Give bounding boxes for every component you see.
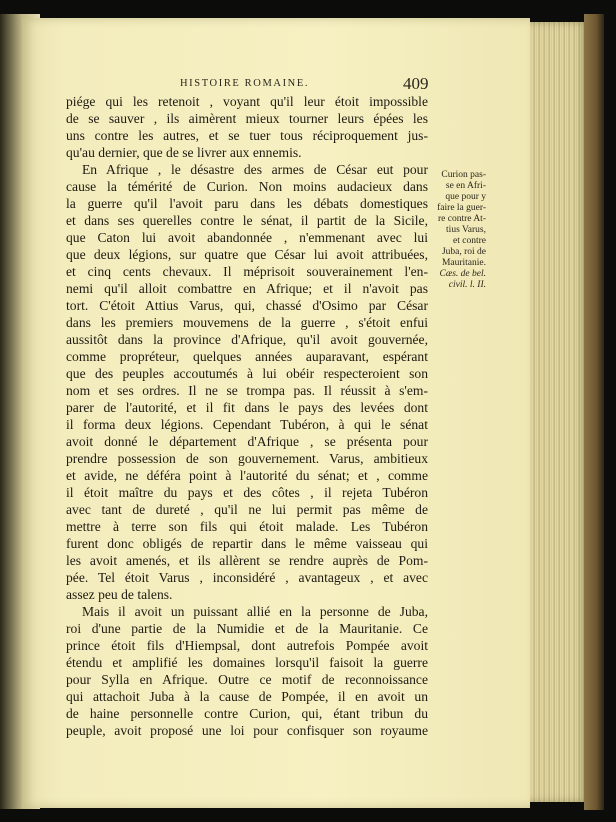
text-line: assez peu de talens.	[66, 587, 173, 602]
text-line: furent donc obligés de repartir dans le même vaisseau qui	[66, 536, 428, 551]
text-line: aussitôt dans la province d'Afrique, qu'il avoit gouvernée,	[66, 332, 428, 347]
marginal-line: que pour y	[445, 192, 486, 202]
text-line: avec tant de dureté , qu'il ne lui permit pas même de	[66, 502, 428, 517]
text-line: parer de l'autorité, et il fit dans le pays des levées dont	[66, 400, 428, 415]
text-line: En Afrique , le désastre des armes de César eut pour	[82, 162, 428, 177]
text-line: qu'au dernier, que de se livrer aux ennemis.	[66, 145, 302, 160]
text-line: il étoit maître du pays et des côtes , il rejeta Tubéron	[66, 485, 428, 500]
page-number: 409	[403, 74, 429, 93]
paragraph-3	[66, 603, 428, 739]
marginal-line: Curion pas-	[441, 170, 486, 180]
text-line: prince étoit fils d'Hiempsal, dont autrefois Pompée avoit	[66, 638, 428, 653]
text-line: de haine personnelle contre Curion, qui, étant tribun du	[66, 706, 428, 721]
text-line: la guerre qu'il l'avoit paru dans les débats domestiques	[66, 196, 428, 211]
text-line: dans les premiers mouvemens de la guerre , s'étoit enfui	[66, 315, 428, 330]
text-line: tort. C'étoit Attius Varus, qui, chassé d'Osimo par César	[66, 298, 428, 313]
body-text	[66, 93, 428, 739]
page-stack-edge	[526, 22, 586, 802]
text-line: roi d'une partie de la Numidie et de la Mauritanie. Ce	[66, 621, 428, 636]
text-line: avoit donné le département d'Afrique , se présenta pour	[66, 434, 428, 449]
text-line: comme propréteur, quelques années auparavant, espérant	[66, 349, 428, 364]
text-line: qui attachoit Juba à la cause de Pompée, il en avoit un	[66, 689, 428, 704]
marginal-note	[430, 170, 486, 291]
text-line: uns contre les autres, et se tuer tous réciproquement jus-	[66, 128, 428, 143]
text-line: Mais il avoit un puissant allié en la personne de Juba,	[82, 604, 428, 619]
text-line: de se sauver , ils aimèrent mieux tourner leurs épées les	[66, 111, 428, 126]
marginal-line: tius Varus,	[446, 225, 486, 235]
text-line: et dans ses querelles contre le sénat, il partit de la Sicile,	[66, 213, 428, 228]
text-line: piége qui les retenoit , voyant qu'il leur étoit impossible	[66, 94, 428, 109]
marginal-line: faire la guer-	[437, 203, 486, 213]
paragraph-1	[66, 93, 428, 161]
text-line: cause la témérité de Curion. Non moins audacieux dans	[66, 179, 428, 194]
text-line: que des peuples accoutumés à lui obéir respecteroient son	[66, 366, 428, 381]
text-line: nemi qu'il alloit combattre en Afrique; et il n'avoit pas	[66, 281, 428, 296]
marginal-citation: Cæs. de bel.	[439, 269, 486, 279]
running-head: HISTOIRE ROMAINE.	[180, 78, 310, 89]
text-line: nom et ses ordres. Il ne se trompa pas. Il réussit à s'em-	[66, 383, 428, 398]
marginal-citation: civil. l. II.	[448, 280, 486, 290]
text-line: pour Sylla en Afrique. Outre ce motif de reconnoissance	[66, 672, 428, 687]
text-line: les avoit amenés, et ils allèrent se rendre auprès de Pom-	[66, 553, 428, 568]
text-line: que deux légions, sur quatre que César lui avoit attribuées,	[66, 247, 428, 262]
marginal-line: re contre At-	[437, 214, 486, 224]
book-cover-edge	[584, 14, 604, 810]
marginal-line: Mauritanie.	[441, 258, 486, 268]
text-line: et cinq cents chevaux. Il méprisoit souverainement l'en-	[66, 264, 428, 279]
text-line: prendre possession de son gouvernement. Varus, ambitieux	[66, 451, 428, 466]
marginal-line: se en Afri-	[445, 181, 486, 191]
text-line: pée. Tel étoit Varus , inconsidéré , avantageux , et avec	[66, 570, 428, 585]
marginal-line: et contre	[453, 236, 486, 246]
marginal-line: Juba, roi de	[441, 247, 486, 257]
text-line: peuple, avoit proposé une loi pour confisquer son royaume	[66, 723, 428, 738]
paragraph-2	[66, 161, 428, 603]
text-line: et avide, ne déféra point à l'autorité du sénat; et , comme	[66, 468, 428, 483]
text-line: mettre à terre son fils qui étoit malade. Les Tubéron	[66, 519, 428, 534]
text-line: étendu et amplifié les domaines lorsqu'il faisoit la guerre	[66, 655, 428, 670]
text-line: que Caton lui avoit abandonnée , n'emmenant avec lui	[66, 230, 428, 245]
text-line: il forma deux légions. Cependant Tubéron, à qui le sénat	[66, 417, 428, 432]
